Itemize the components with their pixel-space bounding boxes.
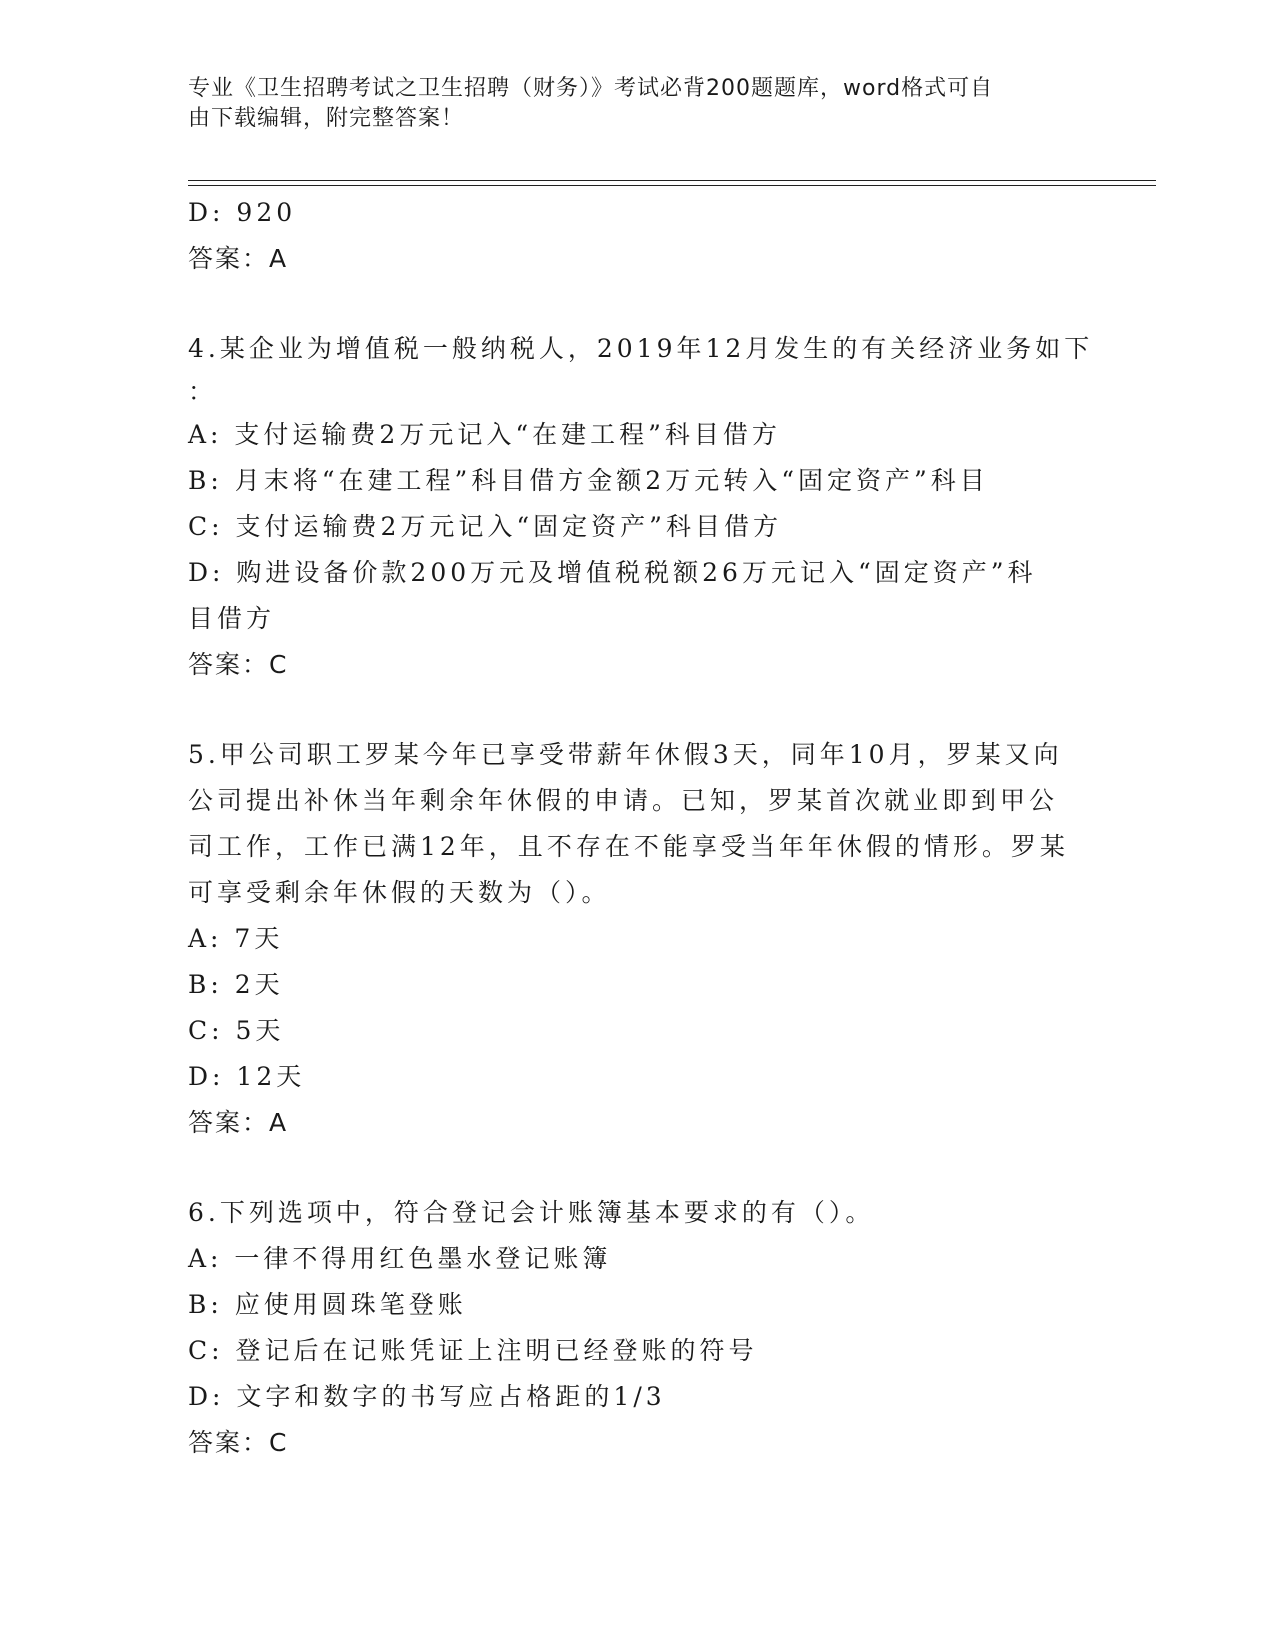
question-6: [188, 1190, 1088, 1466]
header-title-line-1: 专业《卫生招聘考试之卫生招聘（财务）》考试必背200题题库，word格式可自: [188, 76, 994, 101]
document-header: [188, 74, 1068, 134]
header-divider-bottom: [188, 185, 1156, 186]
spacer: [188, 282, 1088, 326]
answer-label: 答案：A: [188, 1108, 289, 1137]
question-stem: 4.某企业为增值税一般纳税人，2019年12月发生的有关经济业务如下: [188, 334, 1094, 363]
question-list: [188, 190, 1094, 1466]
question-5: [188, 732, 1088, 1146]
question-stem: 6.下列选项中，符合登记会计账簿基本要求的有（）。: [188, 1198, 875, 1227]
question-stem: ：: [188, 377, 218, 406]
option-d-continued: 目借方: [188, 604, 276, 633]
question-4: [188, 326, 1094, 688]
question-stem: 可享受剩余年休假的天数为（）。: [188, 878, 611, 907]
option-a: A: 支付运输费2万元记入“在建工程”科目借方: [188, 420, 781, 449]
answer-label: 答案：C: [188, 1428, 289, 1457]
header-title-line-2: 由下载编辑，附完整答案！: [188, 106, 465, 131]
option-c: C: 5天: [188, 1016, 285, 1045]
option-a: A: 7天: [188, 924, 284, 953]
option-d: D: 920: [188, 198, 297, 227]
header-divider-top: [188, 180, 1156, 181]
option-b: B: 2天: [188, 970, 284, 999]
question-stem: 司工作，工作已满12年，且不存在不能享受当年年休假的情形。罗某: [188, 832, 1069, 861]
option-a: A: 一律不得用红色墨水登记账簿: [188, 1244, 612, 1273]
spacer: [188, 688, 1088, 732]
question-stem: 公司提出补休当年剩余年休假的申请。已知，罗某首次就业即到甲公: [188, 786, 1059, 815]
answer-label: 答案：A: [188, 244, 289, 273]
option-d: D: 12天: [188, 1062, 306, 1091]
option-c: C: 登记后在记账凭证上注明已经登账的符号: [188, 1336, 758, 1365]
question-stem: 5.甲公司职工罗某今年已享受带薪年休假3天，同年10月，罗某又向: [188, 740, 1063, 769]
spacer: [188, 1146, 1088, 1190]
option-d: D: 购进设备价款200万元及增值税税额26万元记入“固定资产”科: [188, 558, 1037, 587]
option-b: B: 应使用圆珠笔登账: [188, 1290, 467, 1319]
question-3-tail: [188, 190, 1088, 282]
answer-label: 答案：C: [188, 650, 289, 679]
option-c: C: 支付运输费2万元记入“固定资产”科目借方: [188, 512, 782, 541]
option-b: B: 月末将“在建工程”科目借方金额2万元转入“固定资产”科目: [188, 466, 989, 495]
option-d: D: 文字和数字的书写应占格距的1/3: [188, 1382, 666, 1411]
